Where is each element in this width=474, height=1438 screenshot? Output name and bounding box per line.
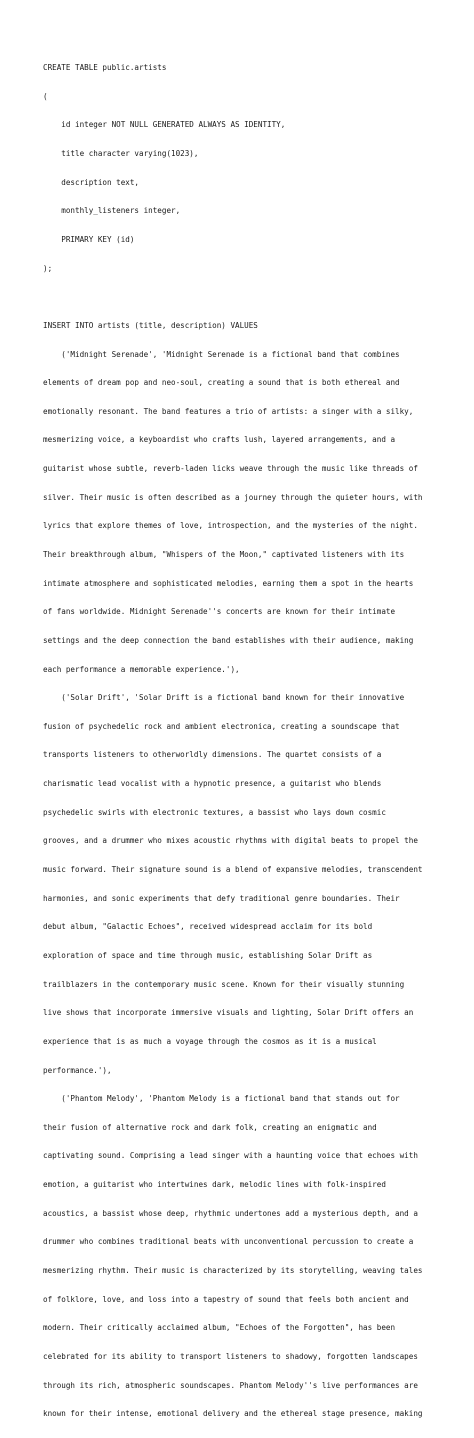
code-line: emotionally resonant. The band features a trio of artists: a singer with a silky, [43, 406, 414, 416]
code-line: monthly_listeners integer, [43, 206, 181, 216]
code-line: acoustics, a bassist whose deep, rhythmic undertones add a mysterious depth, and a [43, 1208, 418, 1218]
code-line: description text, [43, 177, 140, 187]
code-line: title character varying(1023), [43, 149, 199, 159]
code-line: fusion of psychedelic rock and ambient electronica, creating a soundscape that [43, 721, 400, 731]
code-line: trailblazers in the contemporary music scene. Known for their visually stunning [43, 979, 405, 989]
code-line: emotion, a guitarist who intertwines dark, melodic lines with folk-inspired [43, 1180, 386, 1190]
code-line: transports listeners to otherworldly dimensions. The quartet consists of a [43, 750, 382, 760]
code-line: debut album, "Galactic Echoes", received widespread acclaim for its bold [43, 922, 373, 932]
code-line: mesmerizing rhythm. Their music is characterized by its storytelling, weaving tales [43, 1266, 423, 1275]
code-line: of folklore, love, and loss into a tapestry of sound that feels both ancient and [43, 1294, 409, 1304]
code-line: modern. Their critically acclaimed album, "Echoes of the Forgotten", has been [43, 1323, 396, 1333]
code-line: their fusion of alternative rock and dark folk, creating an enigmatic and [43, 1122, 377, 1132]
code-line: captivating sound. Comprising a lead singer with a haunting voice that echoes with [43, 1151, 418, 1161]
code-line: performance.'), [43, 1065, 112, 1075]
code-line: intimate atmosphere and sophisticated melodies, earning them a spot in the hearts [43, 578, 414, 588]
code-line: ); [43, 263, 53, 273]
code-line: known for their intense, emotional delivery and the ethereal stage presence, making [43, 1409, 423, 1419]
code-line: each performance a memorable experience.'), [43, 664, 240, 674]
code-line: guitarist whose subtle, reverb-laden licks weave through the music like threads of [43, 464, 418, 474]
code-line: mesmerizing voice, a keyboardist who crafts lush, layered arrangements, and a [43, 435, 396, 445]
code-line: experience that is as much a voyage through the cosmos as it is a musical [43, 1036, 377, 1046]
code-line: ('Phantom Melody', 'Phantom Melody is a fictional band that stands out for [43, 1094, 400, 1104]
code-line: silver. Their music is often described as a journey through the quieter hours, with [43, 492, 423, 502]
code-line: through its rich, atmospheric soundscapes. Phantom Melody''s live performances are [43, 1380, 418, 1390]
code-line: drummer who combines traditional beats with unconventional percussion to create a [43, 1237, 414, 1247]
code-line: PRIMARY KEY (id) [43, 234, 135, 244]
code-line: id integer NOT NULL GENERATED ALWAYS AS IDENTITY, [43, 120, 286, 130]
code-line [43, 292, 467, 302]
code-line: ( [43, 91, 48, 101]
code-line: Their breakthrough album, "Whispers of the Moon," captivated listeners with its [43, 549, 405, 559]
code-line: grooves, and a drummer who mixes acoustic rhythms with digital beats to propel the [43, 836, 418, 846]
code-line: celebrated for its ability to transport listeners to shadowy, forgotten landscapes [43, 1351, 418, 1361]
code-line: elements of dream pop and neo-soul, creating a sound that is both ethereal and [43, 378, 400, 388]
code-line: live shows that incorporate immersive visuals and lighting, Solar Drift offers an [43, 1008, 414, 1018]
code-line: psychedelic swirls with electronic textures, a bassist who lays down cosmic [43, 807, 386, 817]
code-line: music forward. Their signature sound is a blend of expansive melodies, transcendent [43, 865, 423, 875]
code-line: harmonies, and sonic experiments that defy traditional genre boundaries. Their [43, 893, 400, 903]
code-line: CREATE TABLE public.artists [43, 63, 167, 73]
code-line: INSERT INTO artists (title, description) VALUES [43, 320, 258, 330]
code-line: exploration of space and time through music, establishing Solar Drift as [43, 950, 373, 960]
code-line: lyrics that explore themes of love, introspection, and the mysteries of the night. [43, 521, 418, 531]
code-line: ('Solar Drift', 'Solar Drift is a fictional band known for their innovative [43, 693, 405, 703]
sql-code-block [43, 44, 467, 1438]
code-line: charismatic lead vocalist with a hypnotic presence, a guitarist who blends [43, 779, 382, 789]
code-line: ('Midnight Serenade', 'Midnight Serenade is a fictional band that combines [43, 349, 400, 359]
code-line: of fans worldwide. Midnight Serenade''s concerts are known for their intimate [43, 607, 396, 617]
code-line: settings and the deep connection the band establishes with their audience, making [43, 635, 414, 645]
